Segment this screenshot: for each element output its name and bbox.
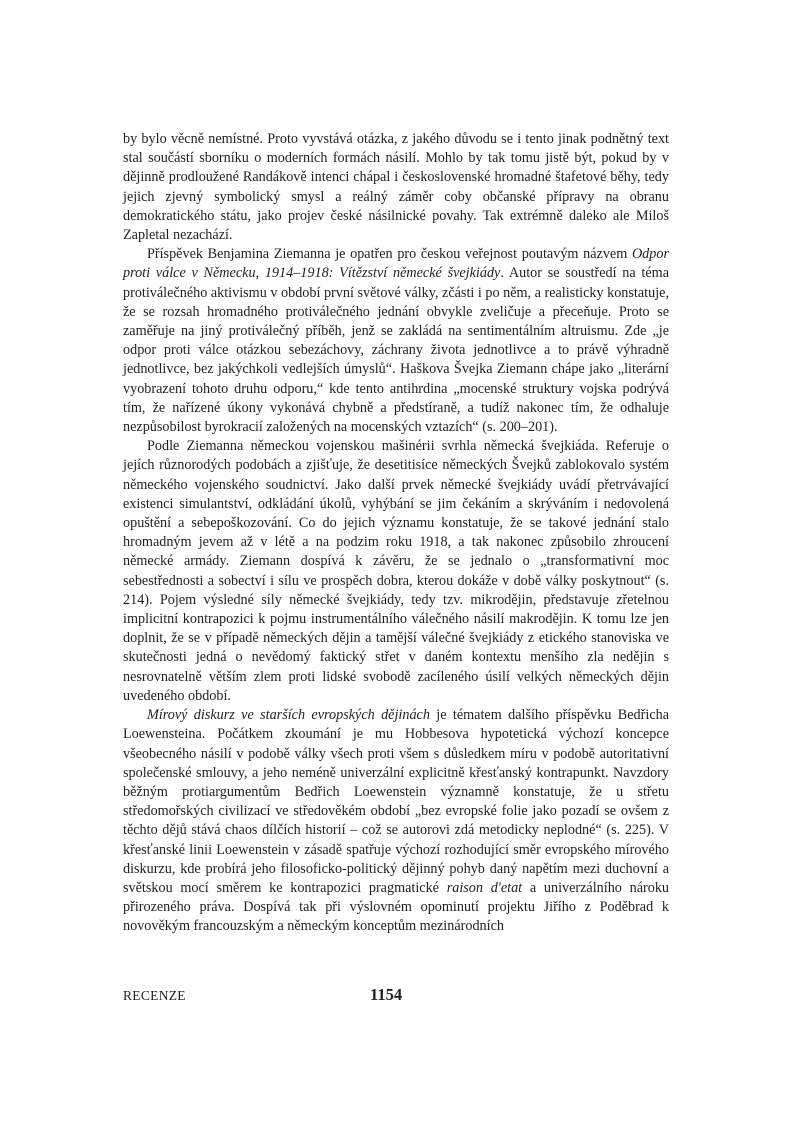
- running-footer-section: RECENZE: [123, 988, 186, 1003]
- paragraph-text: Příspěvek Benjamina Ziemanna je opatřen pro českou veřejnost poutavým názvem: [147, 246, 632, 263]
- cited-title: Odpor proti válce v Německu, 1914–1918: Vítězství německé švejkiády: [123, 246, 669, 282]
- page-number: 1154: [370, 985, 403, 1004]
- paragraph-text: je tématem dalšího příspěvku Bedřicha Loewensteina. Počátkem zkoumání je mu Hobbesova hypotetická výchozí koncepce všeobecného násilí v podobě války všech proti všem s důsledkem míru v podobě autoritativní společenské smlouvy, a jeho neméně univerzální explicitně křesťanský kontrapunkt. Navzdory běžným protiargumentům Bedřich Loewenstein významně konstatuje, že u střetu středomořských civilizací ve středověkém období „bez evropské folie jako pozadí se ovšem z těchto dějů stává chaos dílčích historií – což se autorovi zdá metodicky neplodné“ (s. 225). V křesťanské linii Loewenstein v zásadě spatřuje výchozí rozhodující směr evropského mírového diskurzu, kde probírá jeho filosoficko-politický dějinný pohyb daný napětím mezi duchovní a světskou mocí směrem ke kontrapozici pragmatické: [123, 707, 670, 896]
- paragraph-text: Podle Ziemanna německou vojenskou mašinérii svrhla německá švejkiáda. Referuje o jejích různorodých podobách a zjišťuje, že desetitisíce německých Švejků zablokovalo systém německého vojenského soudnictví. Jako další prvek německé švejkiády uvádí přetrvávající existenci simulantství, odkládání úkolů, vyhýbání se jim čekáním a skrýváním i nedovolená opuštění a sebepoškozování. Co do jejich významu konstatuje, že se takové jednání stalo hromadným jevem až v létě a na podzim roku 1918, a tak nakonec způsobilo zhroucení německé armády. Ziemann dospívá k závěru, že se jednalo o „transformativní moc sebestřednosti a sobectví i sílu ve prospěch dobra, kterou dokáže v době války poskytnout“ (s. 214). Pojem výsledné síly německé švejkiády, tedy tzv. mikrodějin, představuje zřetelnou implicitní kontrapozici k pojmu instrumentálního válečného násilí makrodějin. K tomu lze jen doplnit, že se v případě německých dějin a tamější válečné švejkiády z etického stanoviska ve skutečnosti jedná o nevědomý faktický střet v daném kontextu menšího zla nedějin s nesrovnatelně větším zlem proti lidské svobodě zacíleného úsilí velkých německých dějin uvedeného období.: [123, 438, 669, 704]
- paragraph: [123, 130, 669, 245]
- paragraph: [123, 706, 669, 936]
- cited-title: Mírový diskurz ve starších evropských dějinách: [147, 707, 430, 724]
- paragraph: [123, 437, 669, 706]
- body-text: [123, 130, 669, 937]
- paragraph-text: a univerzálního nároku přirozeného práva. Dospívá tak při výslovném opominutí projektu Jiřího z Poděbrad k novověkým francouzským a německým konceptům mezinárodních: [123, 879, 670, 935]
- foreign-term: raison d'etat: [446, 879, 523, 896]
- paragraph: [123, 245, 669, 437]
- paragraph-text: by bylo věcně nemístné. Proto vyvstává otázka, z jakého důvodu se i tento jinak podnětný text stal součástí sborníku o moderních formách násilí. Mohlo by tak tomu jistě být, pokud by v dějinně prodloužené Randákově intenci chápal i československé hromadné štafetové běhy, tedy jejich zjevný symbolický smysl a reálný záměr coby občanské přípravy na obranu demokratického státu, jako projev české násilnické povahy. Tak extrémně daleko ale Miloš Zapletal nezachází.: [123, 131, 669, 244]
- paragraph-text: . Autor se soustředí na téma protiválečného aktivismu v období první světové války, zčásti i po něm, a realisticky konstatuje, že se rozsah hromadného protiválečného jednání obvykle zveličuje a přeceňuje. Proto se zaměřuje na jiný protiválečný příběh, jenž se zakládá na sentimentálním altruismu. Zde „je odpor proti válce otázkou sebezáchovy, záchrany života jednotlivce a to právě výhradně jednotlivce, bez jakýchkoli vedlejších úmyslů“. Haškova Švejka Ziemann chápe jako „literární vyobrazení tohoto druhu odporu,“ kde tento antihrdina „mocenské struktury vojska podrývá tím, že nařízené úkony vykonává chybně a předstíraně, a tudíž nakonec tím, že odhaluje nezpůsobilost byrokracií založených na mocenských vztazích“ (s. 200–201).: [123, 265, 670, 436]
